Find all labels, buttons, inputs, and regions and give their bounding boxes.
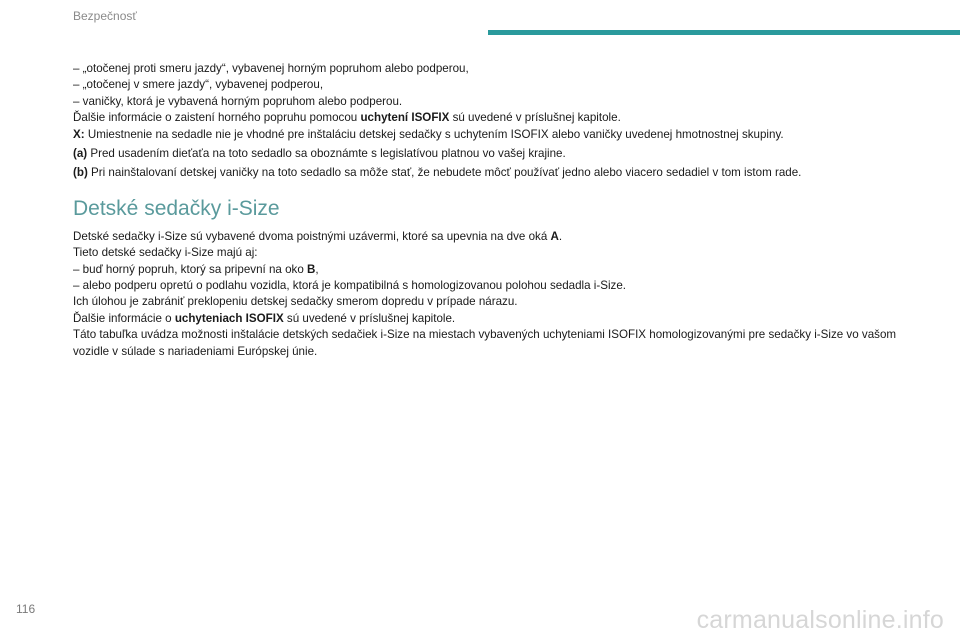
note-b: (b) Pri nainštalovaní detskej vaničky na toto sedadlo sa môže stať, že nebudete môcť používať jedno alebo viacero sedadiel v tom istom rade. [73,166,802,180]
header-accent-bar [488,30,960,35]
isize-isofix-info: Ďalšie informácie o uchyteniach ISOFIX sú uvedené v príslušnej kapitole. [73,311,456,325]
page-content [73,61,913,360]
isize-features-lead: Tieto detské sedačky i-Size majú aj: [73,246,258,260]
list-item: – alebo podperu opretú o podlahu vozidla, ktorá je kompatibilná s homologizovanou polohou sedadla i-Size. [73,279,627,293]
list-item: – buď horný popruh, ktorý sa pripevní na oko B, [73,262,319,276]
isize-table-intro: Táto tabuľka uvádza možnosti inštalácie detských sedačiek i-Size na miestach vybavených uchyteniami ISOFIX homologizovanými pre sedačky i-Size vo vašom vozidle v súlade s nariadeniami Európskej únie. [73,328,897,358]
list-item: – „otočenej proti smeru jazdy“, vybavenej horným popruhom alebo podperou, [73,62,469,75]
list-item: – vaničky, ktorá je vybavená horným popruhom alebo podperou. [73,94,403,108]
isofix-info-paragraph: Ďalšie informácie o zaistení horného popruhu pomocou uchytení ISOFIX sú uvedené v príslušnej kapitole. [73,111,621,125]
note-a: (a) Pred usadením dieťaťa na toto sedadlo sa oboznámte s legislatívou platnou vo vašej krajine. [73,147,566,161]
isize-purpose: Ich úlohou je zabrániť preklopeniu detskej sedačky smerom dopredu v prípade nárazu. [73,295,518,309]
page-number: 116 [16,602,36,616]
list-item: – „otočenej v smere jazdy“, vybavenej podperou, [73,78,324,92]
isize-intro: Detské sedačky i-Size sú vybavené dvoma poistnými uzávermi, ktoré sa upevnia na dve oká A. [73,229,563,243]
note-x: X: Umiestnenie na sedadle nie je vhodné pre inštaláciu detskej sedačky s uchytením ISOFIX alebo vaničky uvedenej hmotnostnej skupiny. [73,127,784,141]
section-heading: Detské sedačky i-Size [73,196,280,220]
watermark: carmanualsonline.info [696,606,944,634]
header-section-title: Bezpečnosť [73,9,137,23]
